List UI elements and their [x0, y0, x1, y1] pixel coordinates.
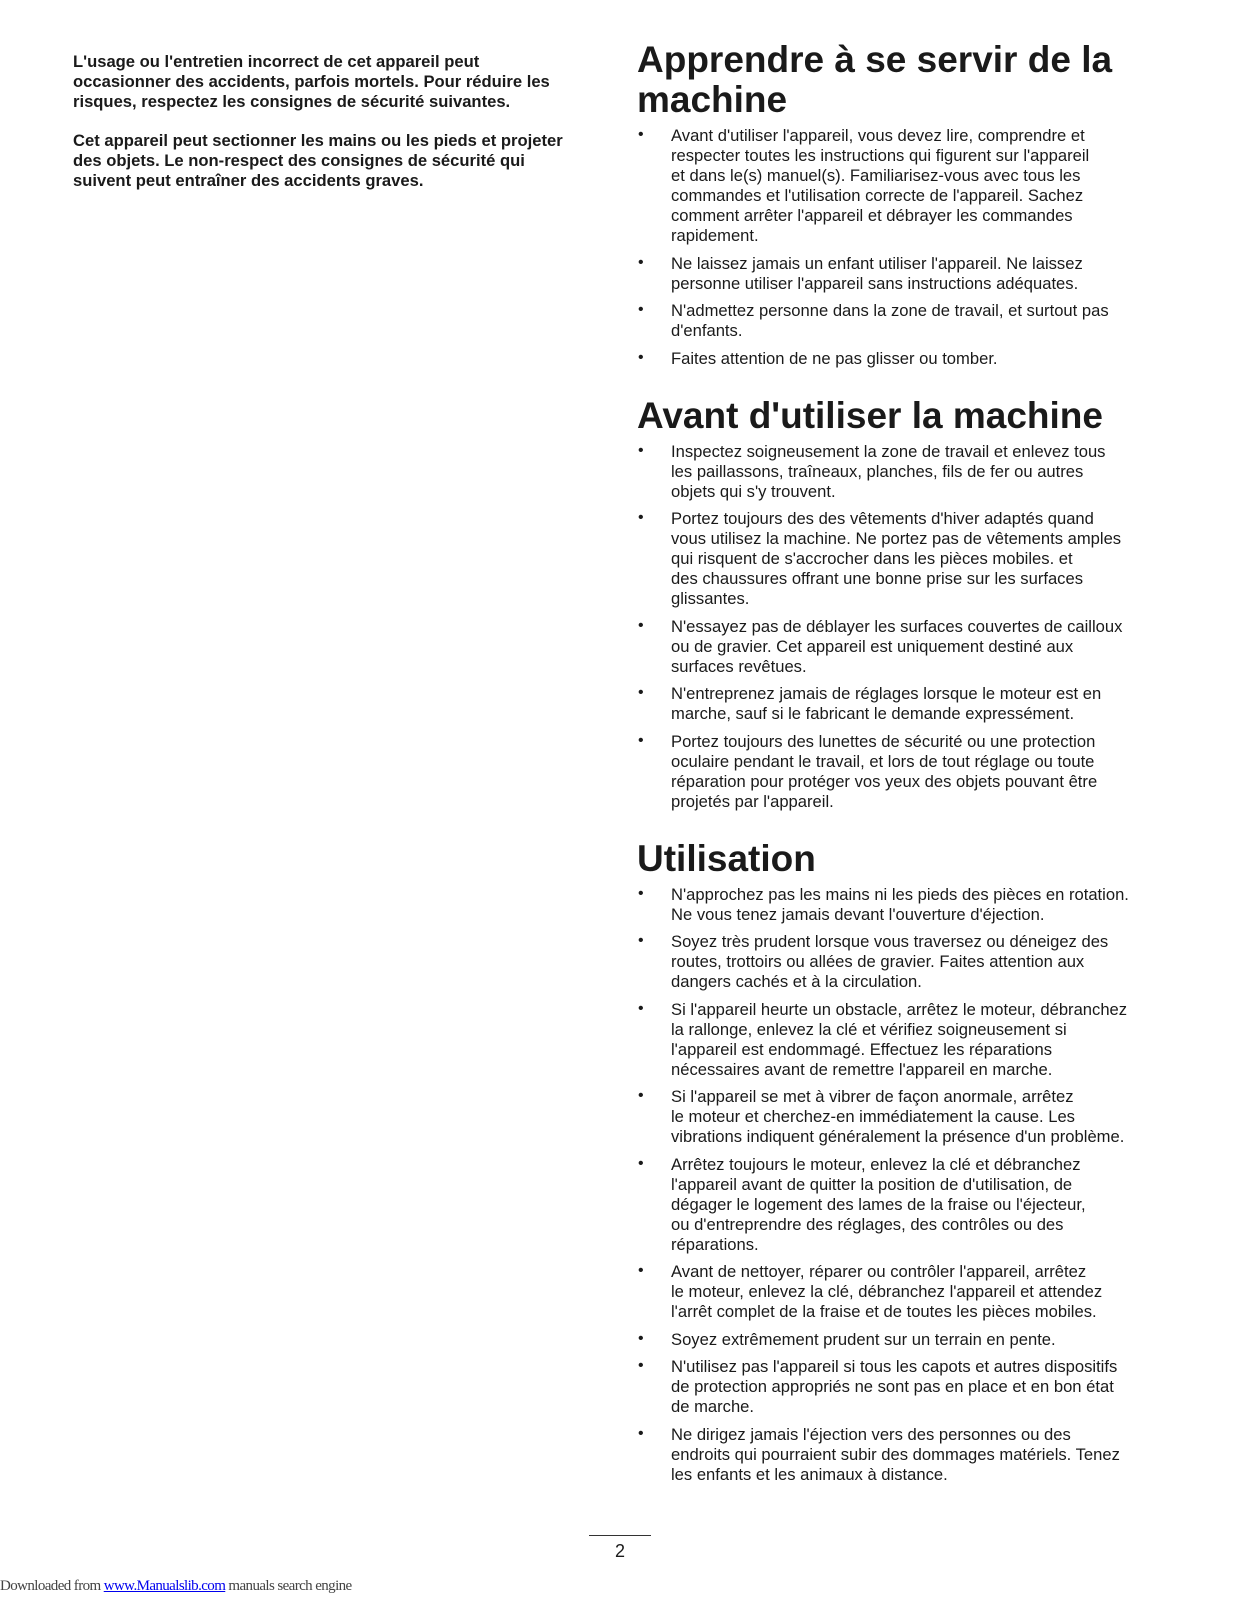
bullet-text: Ne laissez jamais un enfant utiliser l'appareil. Ne laissez personne utiliser l'appareil sans instructions adéquates. — [671, 253, 1083, 293]
bullet-icon: • — [638, 1154, 644, 1172]
bullet-text: Soyez très prudent lorsque vous traversez ou déneigez des routes, trottoirs ou allées de gravier. Faites attention aux dangers cachés et à la circulation. — [671, 932, 1109, 991]
bullet-item — [637, 1330, 1177, 1350]
bullet-text: N'admettez personne dans la zone de travail, et surtout pas d'enfants. — [671, 301, 1109, 340]
bullet-icon: • — [638, 932, 644, 949]
section-before-use — [637, 396, 1177, 812]
page-number: 2 — [614, 1541, 625, 1561]
bullet-item — [637, 617, 1177, 677]
bullet-list — [637, 126, 1177, 369]
section-learn-machine — [637, 40, 1177, 369]
bullet-text: Avant de nettoyer, réparer ou contrôler l'appareil, arrêtez le moteur, enlevez la clé, débranchez l'appareil et attendez l'arrêt complet de la fraise et de toutes les pièces mobiles. — [671, 1262, 1103, 1321]
warning-paragraph: L'usage ou l'entretien incorrect de cet appareil peut occasionner des accidents, parfois mortels. Pour réduire les risques, respectez les consignes de sécurité suivantes. — [73, 52, 550, 111]
bullet-item — [637, 1357, 1177, 1417]
bullet-item — [637, 126, 1177, 246]
bullet-item — [637, 732, 1177, 812]
bullet-item — [637, 1155, 1177, 1255]
manualslib-link[interactable]: www.Manualslib.com — [103, 1578, 226, 1594]
bullet-text: N'entreprenez jamais de réglages lorsque le moteur est en marche, sauf si le fabricant le demande expressément. — [671, 684, 1102, 723]
bullet-icon: • — [638, 1087, 644, 1104]
bullet-item — [637, 509, 1177, 609]
page-number-rule — [589, 1535, 651, 1536]
bullet-list — [637, 442, 1177, 812]
download-footer — [0, 1578, 352, 1595]
bullet-text: N'utilisez pas l'appareil si tous les capots et autres dispositifs de protection appropriés ne sont pas en place et en bon état de marche. — [671, 1357, 1118, 1416]
footer-suffix: manuals search engine — [225, 1578, 352, 1594]
bullet-text: N'approchez pas les mains ni les pieds des pièces en rotation. Ne vous tenez jamais devant l'ouverture d'éjection. — [671, 884, 1129, 924]
bullet-icon: • — [638, 253, 644, 271]
bullet-item — [637, 1087, 1177, 1147]
bullet-item — [637, 1262, 1177, 1322]
bullet-text: Portez toujours des des vêtements d'hiver adaptés quand vous utilisez la machine. Ne portez pas de vêtements amples qui risquent de s'accrocher dans les pièces mobiles. et des chaussures offrant une bonne prise sur les surfaces glissantes. — [671, 509, 1122, 608]
bullet-item — [637, 1000, 1177, 1080]
bullet-text: Soyez extrêmement prudent sur un terrain en pente. — [671, 1329, 1056, 1349]
bullet-item — [637, 301, 1177, 341]
section-title: Avant d'utiliser la machine — [637, 394, 1103, 436]
bullet-text: Arrêtez toujours le moteur, enlevez la clé et débranchez l'appareil avant de quitter la position de d'utilisation, de dégager le logement des lames de la fraise ou l'éjecteur, ou d'entreprendre des réglages, des contrôles ou des réparations. — [671, 1154, 1086, 1254]
section-operation — [637, 839, 1177, 1485]
bullet-icon: • — [638, 301, 644, 318]
bullet-icon: • — [638, 684, 644, 701]
bullet-item — [637, 1425, 1177, 1485]
bullet-text: Ne dirigez jamais l'éjection vers des personnes ou des endroits qui pourraient subir des dommages matériels. Tenez les enfants et les animaux à distance. — [671, 1424, 1120, 1484]
bullet-text: Si l'appareil heurte un obstacle, arrêtez le moteur, débranchez la rallonge, enlevez la clé et vérifiez soigneusement si l'appareil est endommagé. Effectuez les réparations nécessaires avant de remettre l'appareil en marche. — [671, 999, 1128, 1079]
bullet-text: Portez toujours des lunettes de sécurité ou une protection oculaire pendant le travail, et lors de tout réglage ou toute réparation pour protéger vos yeux des objets pouvant être projetés par l'appareil. — [671, 731, 1098, 811]
bullet-list — [637, 885, 1177, 1485]
bullet-icon: • — [638, 441, 644, 459]
bullet-icon: • — [638, 1357, 644, 1374]
bullet-text: Avant d'utiliser l'appareil, vous devez lire, comprendre et respecter toutes les instructions qui figurent sur l'appareil et dans le(s) manuel(s). Familiarisez-vous avec tous les commandes et l'utilisation correcte de l'appareil. Sachez comment arrêter l'appareil et débrayer les commandes rapidement. — [671, 126, 1090, 245]
bullet-text: Si l'appareil se met à vibrer de façon anormale, arrêtez le moteur et cherchez-en immédiatement la cause. Les vibrations indiquent généralement la présence d'un problème. — [671, 1087, 1125, 1146]
bullet-item — [637, 254, 1177, 294]
bullet-icon: • — [638, 1424, 644, 1442]
bullet-item — [637, 349, 1177, 369]
bullet-item — [637, 684, 1177, 724]
bullet-icon: • — [638, 616, 644, 634]
section-title: Apprendre à se servir de la machine — [637, 39, 1113, 120]
bullet-icon: • — [638, 999, 644, 1017]
warning-paragraph: Cet appareil peut sectionner les mains ou les pieds et projeter des objets. Le non-respect des consignes de sécurité qui suivent peut entraîner des accidents graves. — [73, 131, 563, 190]
section-title: Utilisation — [637, 837, 816, 879]
bullet-item — [637, 932, 1177, 992]
left-column — [73, 52, 613, 210]
bullet-icon: • — [638, 731, 644, 749]
bullet-icon: • — [638, 348, 644, 366]
bullet-icon: • — [638, 509, 644, 526]
bullet-icon: • — [638, 126, 644, 143]
bullet-text: Inspectez soigneusement la zone de travail et enlevez tous les paillassons, traîneaux, planches, fils de fer ou autres objets qui s'y trouvent. — [671, 441, 1106, 501]
bullet-item — [637, 442, 1177, 502]
bullet-item — [637, 885, 1177, 925]
footer-prefix: Downloaded from — [0, 1578, 104, 1594]
bullet-icon: • — [638, 1329, 644, 1347]
bullet-text: Faites attention de ne pas glisser ou tomber. — [671, 348, 998, 368]
bullet-icon: • — [638, 1262, 644, 1279]
right-column — [637, 40, 1177, 1512]
bullet-text: N'essayez pas de déblayer les surfaces couvertes de cailloux ou de gravier. Cet appareil est uniquement destiné aux surfaces revêtues. — [671, 616, 1123, 676]
bullet-icon: • — [638, 884, 644, 902]
